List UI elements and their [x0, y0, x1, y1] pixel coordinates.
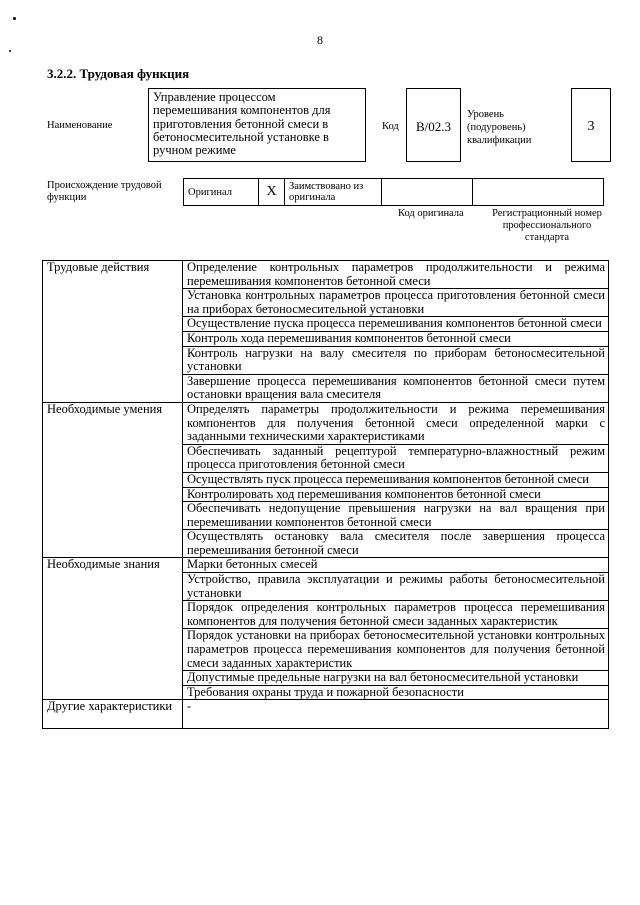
table-row — [43, 700, 609, 729]
table-cell: Обеспечивать недопущение превышения нагрузки на вал вращения при перемешивании компонентов бетонной смеси — [183, 502, 609, 530]
table-cell: Марки бетонных смесей — [183, 558, 609, 573]
borrowed-cell: Заимствовано из оригинала — [285, 179, 382, 206]
origin-label: Происхождение трудовой функции — [47, 180, 162, 203]
labor-function-table — [42, 260, 609, 729]
original-cell: Оригинал — [184, 179, 259, 206]
original-mark: X — [259, 179, 285, 206]
code-original-cell — [382, 179, 473, 206]
table-cell: Контроль хода перемешивания компонентов бетонной смеси — [183, 331, 609, 346]
name-label: Наименование — [47, 120, 113, 131]
category-cell: Необходимые знания — [43, 558, 183, 700]
table-cell: Осуществление пуска процесса перемешивания компонентов бетонной смеси — [183, 317, 609, 332]
table-cell: Порядок установки на приборах бетоносмесительной установки контрольных параметров процесса перемешивания компонентов для получения бетонной смеси заданных характеристик — [183, 629, 609, 671]
code-label: Код — [382, 121, 399, 132]
table-cell: Установка контрольных параметров процесса приготовления бетонной смеси на приборах бетоносмесительной установки — [183, 289, 609, 317]
table-row — [43, 261, 609, 289]
code-original-label: Код оригинала — [398, 208, 464, 219]
table-cell: Порядок определения контрольных параметров процесса перемешивания компонентов для получения бетонной смеси заданных характеристик — [183, 601, 609, 629]
table-cell: Завершение процесса перемешивания компонентов бетонной смеси путем остановки вращения вала смесителя — [183, 374, 609, 402]
reg-number-cell — [473, 179, 604, 206]
table-cell: Осуществлять пуск процесса перемешивания компонентов бетонной смеси — [183, 472, 609, 487]
category-cell: Другие характеристики — [43, 700, 183, 729]
table-row — [43, 402, 609, 444]
table-cell: - — [183, 700, 609, 729]
qualification-level-box: 3 — [571, 88, 611, 162]
page-number: 8 — [317, 33, 323, 47]
table-cell: Определение контрольных параметров продолжительности и режима перемешивания компонентов бетонной смеси — [183, 261, 609, 289]
table-row — [43, 558, 609, 573]
table-cell: Осуществлять остановку вала смесителя после завершения процесса перемешивания бетонной смеси — [183, 530, 609, 558]
function-name-box: Управление процессом перемешивания компонентов для приготовления бетонной смеси в бетоносмесительной установке в ручном режиме — [148, 88, 366, 162]
category-cell: Трудовые действия — [43, 261, 183, 403]
table-cell: Обеспечивать заданный рецептурой температурно-влажностный режим процесса приготовления бетонной смеси — [183, 444, 609, 472]
scan-speck — [9, 50, 11, 52]
level-label: Уровень (подуровень) квалификации — [467, 109, 532, 146]
function-code-box: B/02.3 — [406, 88, 461, 162]
section-title: 3.2.2. Трудовая функция — [47, 66, 190, 81]
table-cell: Устройство, правила эксплуатации и режимы работы бетоносмесительной установки — [183, 573, 609, 601]
reg-number-label: Регистрационный номер профессионального стандарта — [492, 208, 602, 243]
table-cell: Требования охраны труда и пожарной безопасности — [183, 685, 609, 700]
origin-table — [183, 178, 604, 206]
scan-speck — [13, 17, 16, 20]
table-cell: Определять параметры продолжительности и режима перемешивания компонентов для получения бетонной смеси определенной марки с заданными техническими характеристиками — [183, 402, 609, 444]
table-cell: Допустимые предельные нагрузки на вал бетоносмесительной установки — [183, 671, 609, 686]
table-cell: Контролировать ход перемешивания компонентов бетонной смеси — [183, 487, 609, 502]
table-cell: Контроль нагрузки на валу смесителя по приборам бетоносмесительной установки — [183, 346, 609, 374]
category-cell: Необходимые умения — [43, 402, 183, 558]
